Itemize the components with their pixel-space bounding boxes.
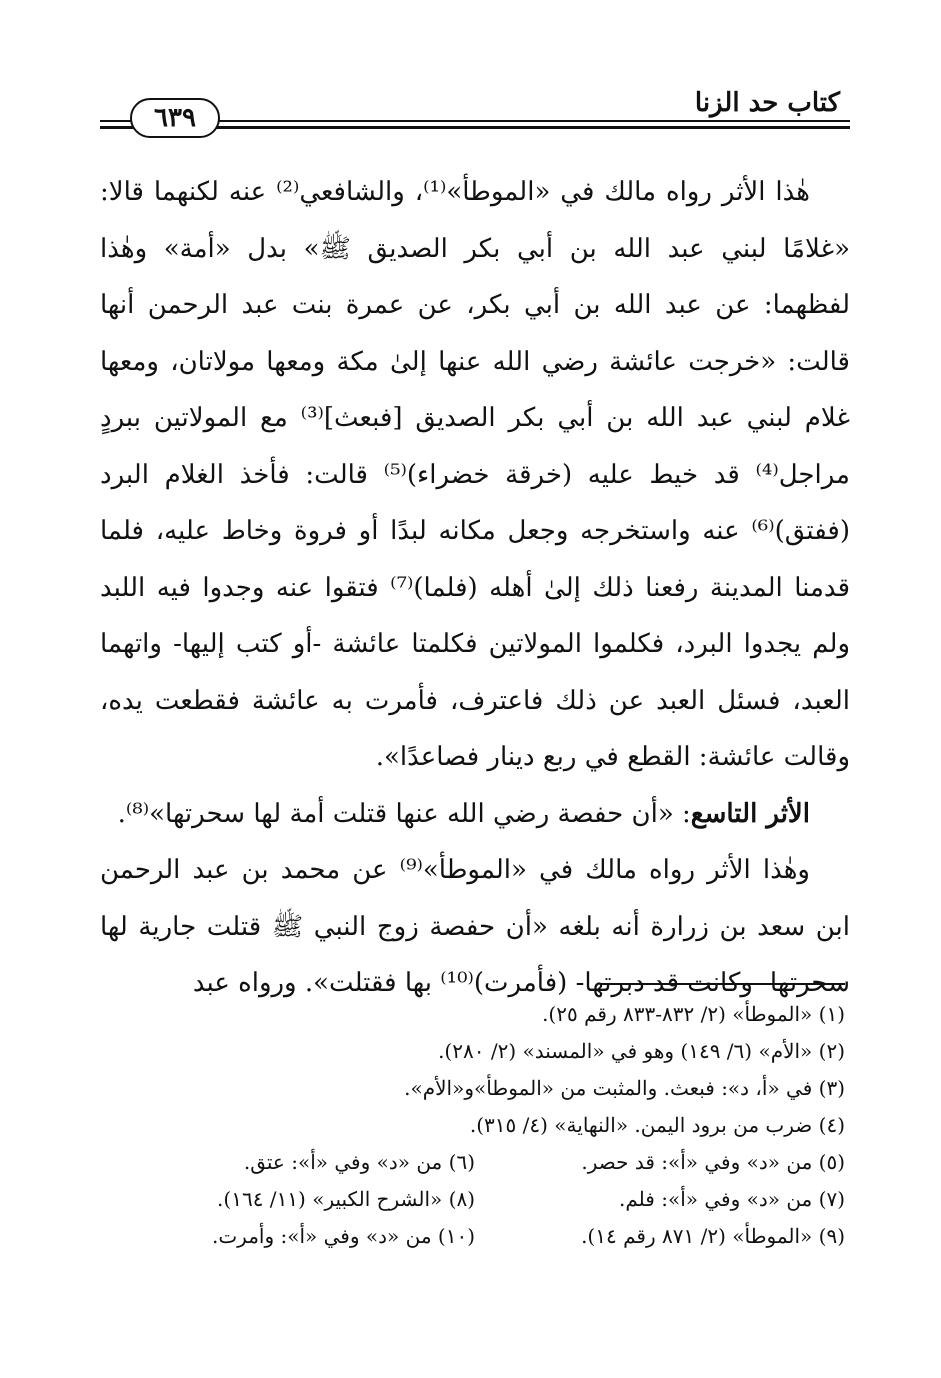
page-header xyxy=(100,82,850,142)
section-text: : «أن حفصة رضي الله عنها قتلت أمة لها سحرتها»⁽⁸⁾. xyxy=(117,798,691,829)
footnote-separator xyxy=(600,983,845,985)
footnotes xyxy=(100,996,845,1255)
footnote-8: (٨) «الشرح الكبير» (١١/ ١٦٤). xyxy=(217,1187,475,1211)
page-number: ٦٣٩ xyxy=(130,98,220,138)
paragraph-1: هٰذا الأثر رواه مالك في «الموطأ»⁽¹⁾، والشافعي⁽²⁾ عنه لكنهما قالا: «غلامًا لبني عبد الله بن أبي بكر الصديق ﷺ» بدل «أمة» وهٰذا لفظهما: عن عبد الله بن أبي بكر، عن عمرة بنت عبد الرحمن أنها قالت: «خرجت عائشة رضي الله عنها إلىٰ مكة ومعها مولاتان، ومعها غلام لبني عبد الله بن أبي بكر الصديق [فبعث]⁽³⁾ مع المولاتين ببردٍ مراجل⁽⁴⁾ قد خيط عليه (خرقة خضراء)⁽⁵⁾ قالت: فأخذ الغلام البرد (ففتق)⁽⁶⁾ عنه واستخرجه وجعل مكانه لبدًا أو فروة وخاط عليه، فلما قدمنا المدينة رفعنا ذلك إلىٰ أهله (فلما)⁽⁷⁾ فتقوا عنه وجدوا فيه اللبد ولم يجدوا البرد، فكلموا المولاتين فكلمتا عائشة -أو كتب إليها- واتهما العبد، فسئل العبد عن ذلك فاعترف، فأمرت به عائشة فقطعت يده، وقالت عائشة: القطع في ربع دينار فصاعدًا». xyxy=(100,177,851,772)
footnote-row xyxy=(100,1181,845,1218)
footnote-row xyxy=(100,1218,845,1255)
footnote-6: (٦) من «د» وفي «أ»: عتق. xyxy=(243,1150,475,1174)
footnote-1: (١) «الموطأ» (٢/ ٨٣٢-٨٣٣ رقم ٢٥). xyxy=(542,1002,845,1026)
footnote-4: (٤) ضرب من برود اليمن. «النهاية» (٤/ ٣١٥). xyxy=(469,1113,845,1137)
section-heading: الأثر التاسع xyxy=(690,798,810,829)
chapter-title: كتاب حد الزنا xyxy=(694,88,840,118)
footnote-9: (٩) «الموطأ» (٢/ ٨٧١ رقم ١٤). xyxy=(581,1224,845,1248)
footnote-row xyxy=(100,1144,845,1181)
footnote-10: (١٠) من «د» وفي «أ»: وأمرت. xyxy=(211,1224,475,1248)
footnote-5: (٥) من «د» وفي «أ»: قد حصر. xyxy=(581,1150,845,1174)
paragraph-2 xyxy=(100,786,850,843)
main-text xyxy=(100,164,850,1012)
footnote-3: (٣) في «أ، د»: فبعث. والمثبت من «الموطأ»و«الأم». xyxy=(404,1076,845,1100)
paragraph-3: وهٰذا الأثر رواه مالك في «الموطأ»⁽⁹⁾ عن محمد بن عبد الرحمن ابن سعد بن زرارة أنه بلغه «أن حفصة زوج النبي ﷺ قتلت جارية لها سحرتها -وكانت قد دبرتها- (فأمرت)⁽¹⁰⁾ بها فقتلت». ورواه عبد xyxy=(100,855,850,998)
footnote-7: (٧) من «د» وفي «أ»: فلم. xyxy=(619,1187,845,1211)
footnote-2: (٢) «الأم» (٦/ ١٤٩) وهو في «المسند» (٢/ ٢٨٠). xyxy=(438,1039,845,1063)
